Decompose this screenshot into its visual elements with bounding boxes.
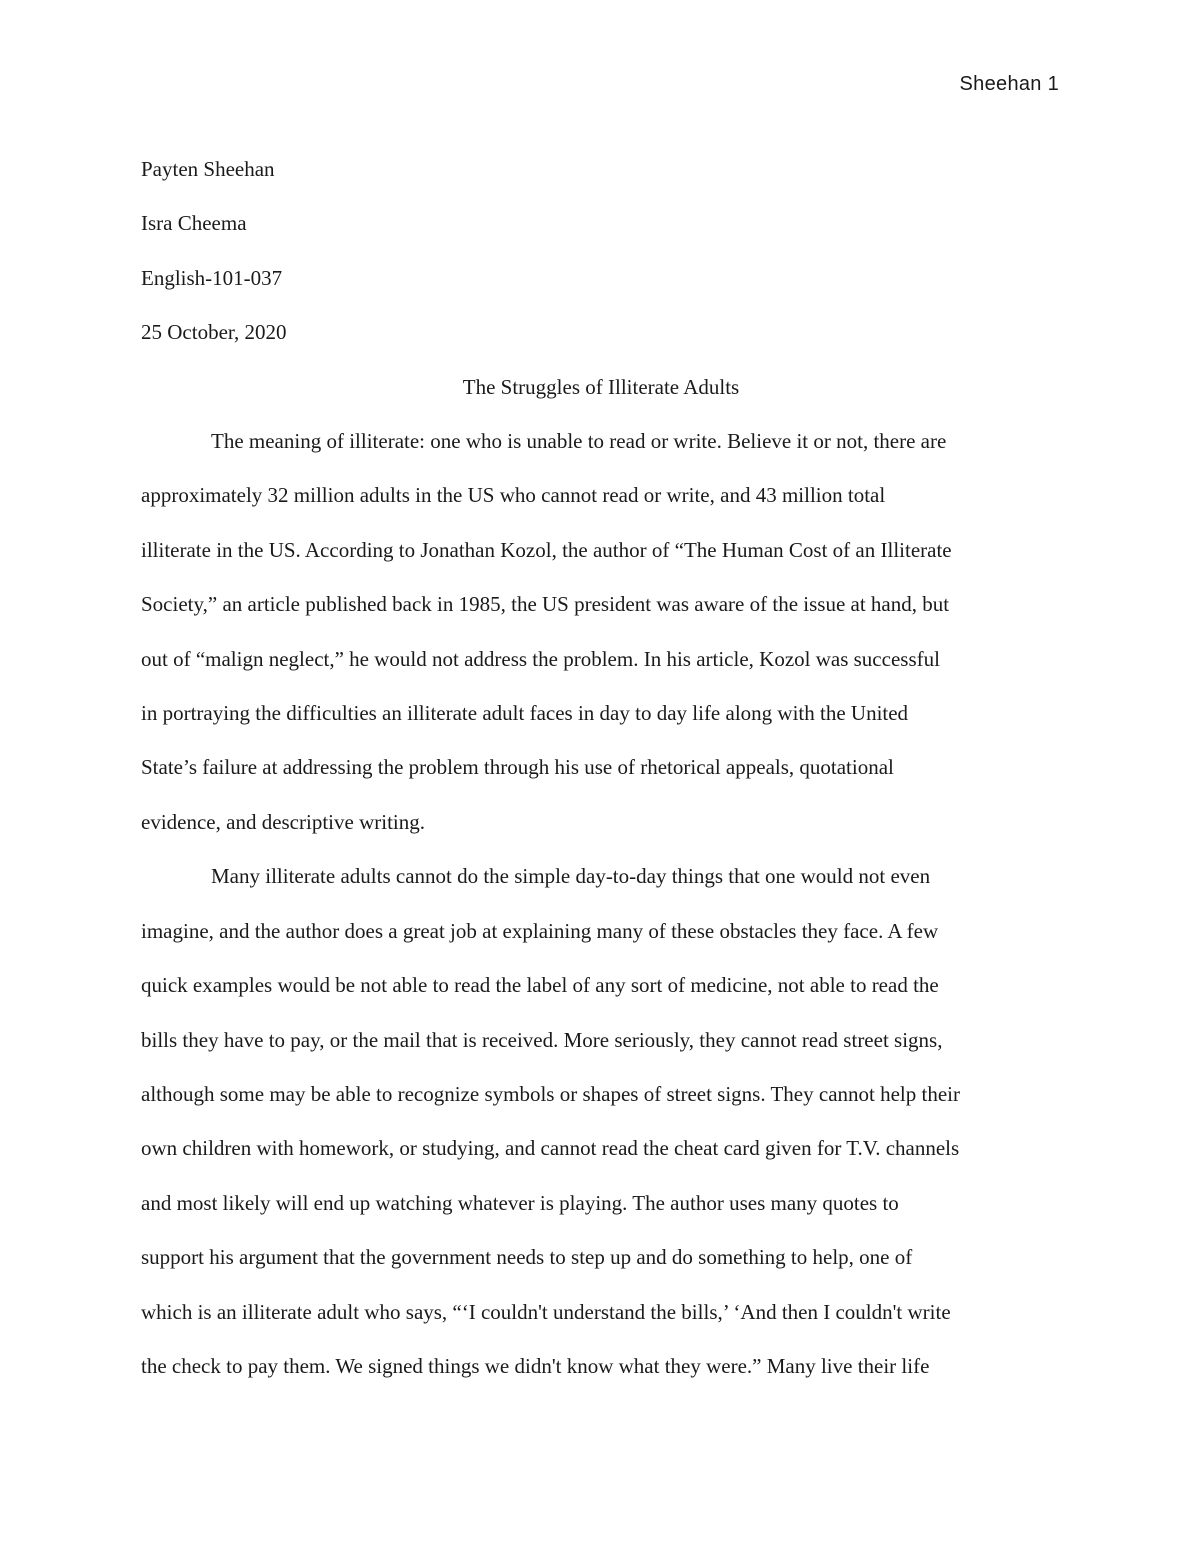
running-header: Sheehan 1 xyxy=(959,73,1059,95)
paragraph-1 xyxy=(141,414,1061,849)
paragraph-line: although some may be able to recognize symbols or shapes of street signs. They cannot help their xyxy=(141,1081,960,1106)
paragraph-line: the check to pay them. We signed things we didn't know what they were.” Many live their life xyxy=(141,1353,930,1378)
instructor-name: Isra Cheema xyxy=(141,211,247,236)
paragraph-line: bills they have to pay, or the mail that is received. More seriously, they cannot read street signs, xyxy=(141,1027,943,1052)
paragraph-2 xyxy=(141,849,1061,1393)
essay-title: The Struggles of Illiterate Adults xyxy=(462,374,740,399)
paragraph-line: in portraying the difficulties an illiterate adult faces in day to day life along with the United xyxy=(141,701,909,726)
essay-date: 25 October, 2020 xyxy=(141,320,287,345)
paragraph-line: The meaning of illiterate: one who is unable to read or write. Believe it or not, there are xyxy=(211,429,947,454)
paragraph-line: approximately 32 million adults in the US who cannot read or write, and 43 million total xyxy=(141,483,886,508)
paragraph-line: Many illiterate adults cannot do the simple day-to-day things that one would not even xyxy=(211,864,931,889)
document-body xyxy=(141,142,1061,1393)
paragraph-line: State’s failure at addressing the problem through his use of rhetorical appeals, quotational xyxy=(141,755,894,780)
student-name: Payten Sheehan xyxy=(141,157,275,181)
paragraph-line: evidence, and descriptive writing. xyxy=(141,809,425,834)
paragraph-line: Society,” an article published back in 1985, the US president was aware of the issue at hand, but xyxy=(141,592,950,617)
paragraph-line: quick examples would be not able to read the label of any sort of medicine, not able to read the xyxy=(141,973,939,998)
paragraph-line: out of “malign neglect,” he would not address the problem. In his article, Kozol was successful xyxy=(141,646,940,671)
paragraph-line: illiterate in the US. According to Jonathan Kozol, the author of “The Human Cost of an Illiterate xyxy=(141,537,952,562)
paragraph-line: support his argument that the government needs to step up and do something to help, one of xyxy=(141,1245,913,1270)
paragraph-line: own children with homework, or studying, and cannot read the cheat card given for T.V. channels xyxy=(141,1136,960,1161)
course-name: English-101-037 xyxy=(141,265,283,290)
paragraph-line: and most likely will end up watching whatever is playing. The author uses many quotes to xyxy=(141,1190,899,1215)
paragraph-line: which is an illiterate adult who says, “‘I couldn't understand the bills,’ ‘And then I couldn't write xyxy=(141,1299,951,1324)
paragraph-line: imagine, and the author does a great job at explaining many of these obstacles they face. A few xyxy=(141,918,939,943)
